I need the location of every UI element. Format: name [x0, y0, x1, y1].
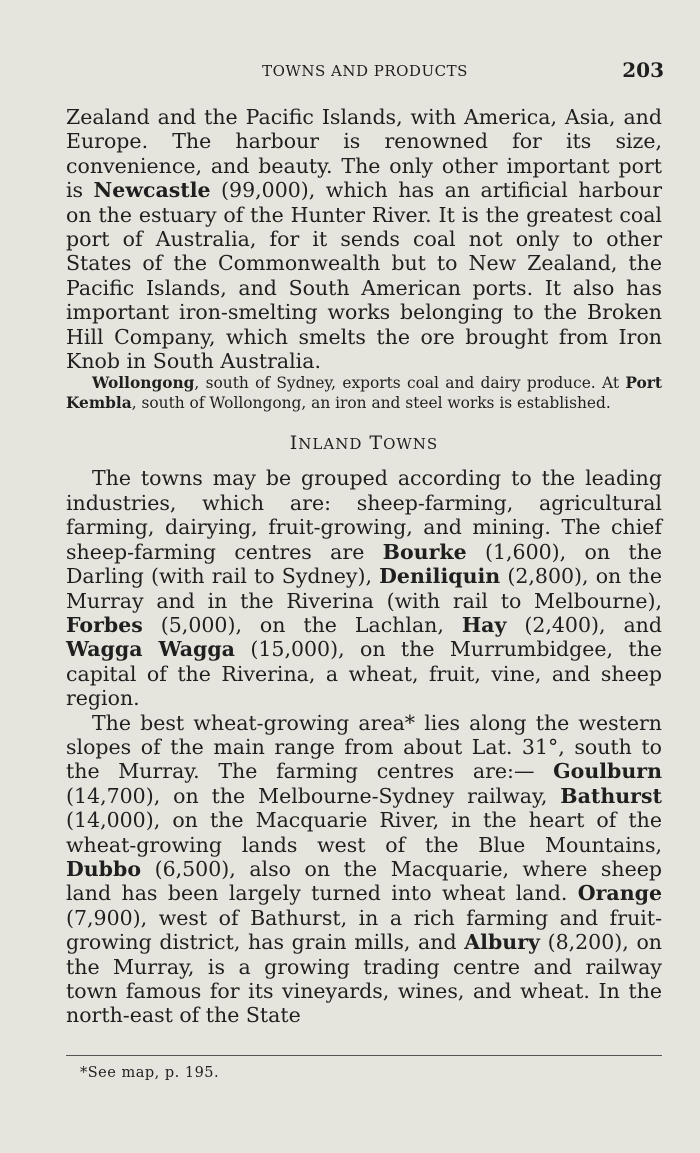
text-run: (1,600), on the Darling (with rail to Sydney), [66, 539, 662, 589]
town-name: Deniliquin [379, 564, 501, 589]
town-name: Albury [464, 930, 540, 955]
section-heading [66, 432, 662, 454]
heading-smallcaps: OWNS [383, 435, 439, 454]
town-name: Wagga Wagga [66, 637, 235, 662]
text-run: (14,700), on the Melbourne-Sydney railway, [66, 783, 561, 808]
paragraph-wheat-growing [66, 711, 662, 1028]
text-run: (2,800), on the Murray and in the Riverina (with rail to Melbourne), [66, 564, 662, 613]
town-name: Bourke [382, 539, 467, 564]
text-run: (5,000), on the Lachlan, [142, 612, 462, 637]
page-body [66, 105, 662, 1028]
page-header [66, 58, 664, 86]
text-run: (15,000), on the Murrumbidgee, the capital of the Riverina, a wheat, fruit, vine, and sheep region. [66, 637, 662, 711]
town-name: Bathurst [560, 783, 662, 808]
footnote-rule [66, 1055, 662, 1056]
text-run: The towns may be grouped according to the leading industries, which are: sheep-farming, agricultural farming, dairying, fruit-growing, and mining. The chief sheep-farming centres are [66, 466, 662, 564]
text-run: (7,900), west of Bathurst, in a rich farming and fruit-growing district, has grain mills, and [66, 905, 662, 955]
paragraph-wollongong [66, 373, 662, 413]
town-name: Newcastle [93, 178, 211, 203]
town-name: Wollongong [92, 374, 195, 393]
text-run: (99,000), which has an artificial harbour on the estuary of the Hunter River. It is the greatest coal port of Australia, for it sends coal not only to other States of the Commonwealth but to New Zealand, the Pacific Islands, and South American ports. It also has important iron-smelting works belonging to the Broken Hill Company, which smelts the ore brought from Iron Knob in South Australia. [66, 178, 662, 374]
footnote: *See map, p. 195. [80, 1065, 220, 1081]
town-name: Hay [461, 612, 507, 637]
heading-smallcaps: NLAND [298, 435, 363, 454]
heading-initial: T [369, 432, 384, 455]
text-run: (8,200), on the Murray, is a growing trading centre and railway town famous for its vineyards, wines, and wheat. In the north-east of the State [66, 930, 662, 1028]
town-name: Forbes [66, 612, 143, 637]
text-run: , south of Wollongong, an iron and steel works is established. [131, 394, 611, 413]
town-name: Port Kembla [66, 374, 662, 413]
page-number: 203 [622, 58, 664, 82]
paragraph-sheep-farming [66, 466, 662, 710]
town-name: Orange [577, 881, 662, 906]
text-run: (14,000), on the Macquarie River, in the heart of the wheat-growing lands west of the Blue Mountains, [66, 808, 662, 857]
text-run: (2,400), and [506, 612, 662, 637]
text-run: , south of Sydney, exports coal and dairy produce. At [194, 374, 626, 393]
paragraph-harbours [66, 105, 662, 373]
heading-initial: I [289, 432, 299, 455]
town-name: Goulburn [553, 759, 662, 784]
text-run: The best wheat-growing area* lies along the western slopes of the main range from about Lat. 31°, south to the Murray. The farming centres are:— [66, 710, 662, 784]
running-head: TOWNS AND PRODUCTS [262, 62, 468, 80]
text-run: (6,500), also on the Macquarie, where sheep land has been largely turned into wheat land. [66, 856, 662, 906]
town-name: Dubbo [66, 856, 142, 881]
text-run: Zealand and the Pacific Islands, with America, Asia, and Europe. The harbour is renowned for its size, convenience, and beauty. The only other important port is [66, 105, 662, 203]
